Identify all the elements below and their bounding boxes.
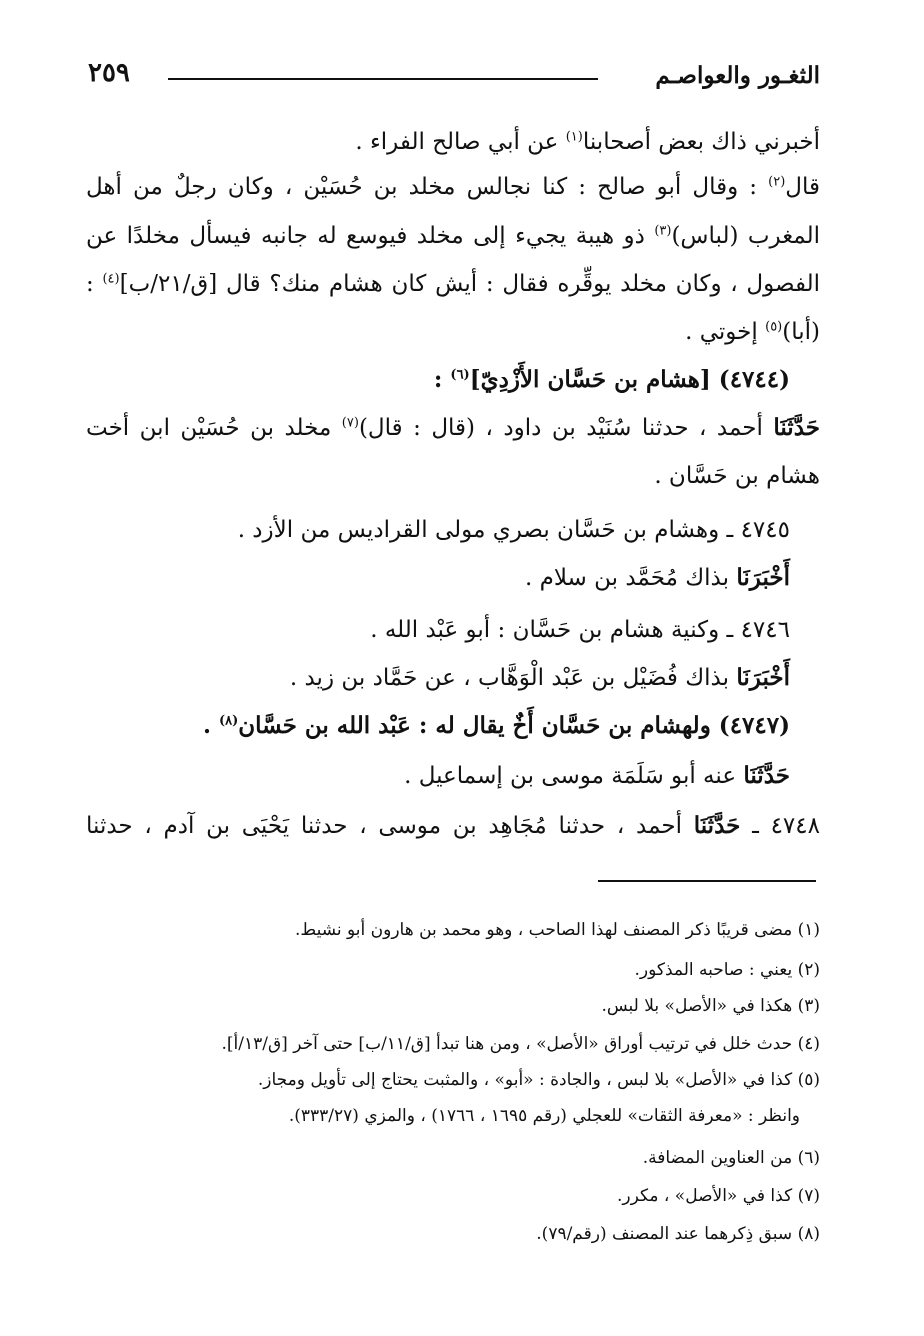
text-line-4: الفصول ، وكان مخلد يوقِّره فقال : أيش كان هشام منك؟ قال [ق/٢١/ب]$^{(٤)}$ : [86, 271, 821, 297]
section-heading-4747: (٤٧٤٧) ولهشام بن حَسَّان أَخٌ يقال له : عَبْد الله بن حَسَّان$^{(٨)}$ . [202, 712, 790, 739]
section-heading-4744: (٤٧٤٤) [هشام بن حَسَّان الأَزْدِيّ]$^{(٦)}$ : [433, 366, 790, 393]
footnote-5: (٥) كذا في «الأصل» بلا لبس ، والجادة : «أبو» ، والمثبت يحتاج إلى تأويل ومجاز. [257, 1070, 820, 1090]
footnote-5-continuation: وانظر : «معرفة الثقات» للعجلي (رقم ١٦٩٥ ، ١٧٦٦) ، والمزي (٣٣٣/٢٧). [288, 1106, 800, 1126]
footnote-8: (٨) سبق ذِكرهما عند المصنف (رقم/٧٩). [536, 1224, 820, 1244]
entry-4746: ٤٧٤٦ ـ وكنية هشام بن حَسَّان : أبو عَبْد الله . [370, 617, 790, 643]
footnote-separator [598, 880, 816, 882]
footnote-ref-1: (١) [565, 129, 583, 145]
text-line-10: أَخْبَرَنَا بذاك مُحَمَّد بن سلام . [524, 564, 790, 591]
running-header-title: الثغـور والعواصـم [655, 62, 820, 89]
footnote-2: (٢) يعني : صاحبه المذكور. [634, 960, 820, 980]
entry-4745: ٤٧٤٥ ـ وهشام بن حَسَّان بصري مولى القراديس من الأزد . [237, 517, 790, 543]
footnote-ref-8: (٨) [218, 713, 239, 729]
footnote-6: (٦) من العناوين المضافة. [642, 1148, 820, 1168]
footnote-ref-7: (٧) [341, 415, 359, 431]
footnote-1: (١) مضى قريبًا ذكر المصنف لهذا الصاحب ، وهو محمد بن هارون أبو نشيط. [295, 920, 820, 940]
header-rule [168, 78, 598, 80]
footnote-ref-6: (٦) [450, 367, 470, 383]
footnote-3: (٣) هكذا في «الأصل» بلا لبس. [601, 996, 820, 1016]
text-line-2: قال$^{(٢)}$ : وقال أبو صالح : كنا نجالس مخلد بن حُسَيْن ، وكان رجلٌ من أهل [86, 174, 820, 200]
text-line-1: أخبرني ذاك بعض أصحابنا$^{(١)}$ عن أبي صالح الفراء . [355, 129, 820, 155]
footnote-ref-2: (٢) [768, 174, 786, 190]
text-line-3: المغرب (لباس)$^{(٣)}$ ذو هيبة يجيء إلى مخلد فيوسع له جانبه فيسأل مخلدًا عن [86, 223, 820, 249]
text-line-12: أَخْبَرَنَا بذاك فُضَيْل بن عَبْد الْوَهَّاب ، عن حَمَّاد بن زيد . [289, 664, 790, 691]
footnote-4: (٤) حدث خلل في ترتيب أوراق «الأصل» ، ومن هنا تبدأ [ق/١١/ب] حتى آخر [ق/١٣/أ]. [221, 1034, 820, 1054]
page-number: ٢٥٩ [88, 58, 130, 88]
text-line-7: حَدَّثَنَا أحمد ، حدثنا سُنَيْد بن داود ، (قال : قال)$^{(٧)}$ مخلد بن حُسَيْن ابن أخت [86, 414, 820, 441]
footnote-ref-5: (٥) [765, 319, 783, 335]
text-line-5: (أبا)$^{(٥)}$ إخوتي . [685, 319, 820, 345]
footnote-7: (٧) كذا في «الأصل» ، مكرر. [617, 1186, 820, 1206]
text-line-14: حَدَّثَنَا عنه أبو سَلَمَة موسى بن إسماعيل . [404, 762, 790, 789]
entry-4748: ٤٧٤٨ ـ حَدَّثَنَا أحمد ، حدثنا مُجَاهِد بن موسى ، حدثنا يَحْيَى بن آدم ، حدثنا [86, 812, 820, 839]
footnote-ref-4: (٤) [102, 271, 120, 287]
text-line-8: هشام بن حَسَّان . [654, 463, 820, 489]
footnote-ref-3: (٣) [654, 223, 672, 239]
